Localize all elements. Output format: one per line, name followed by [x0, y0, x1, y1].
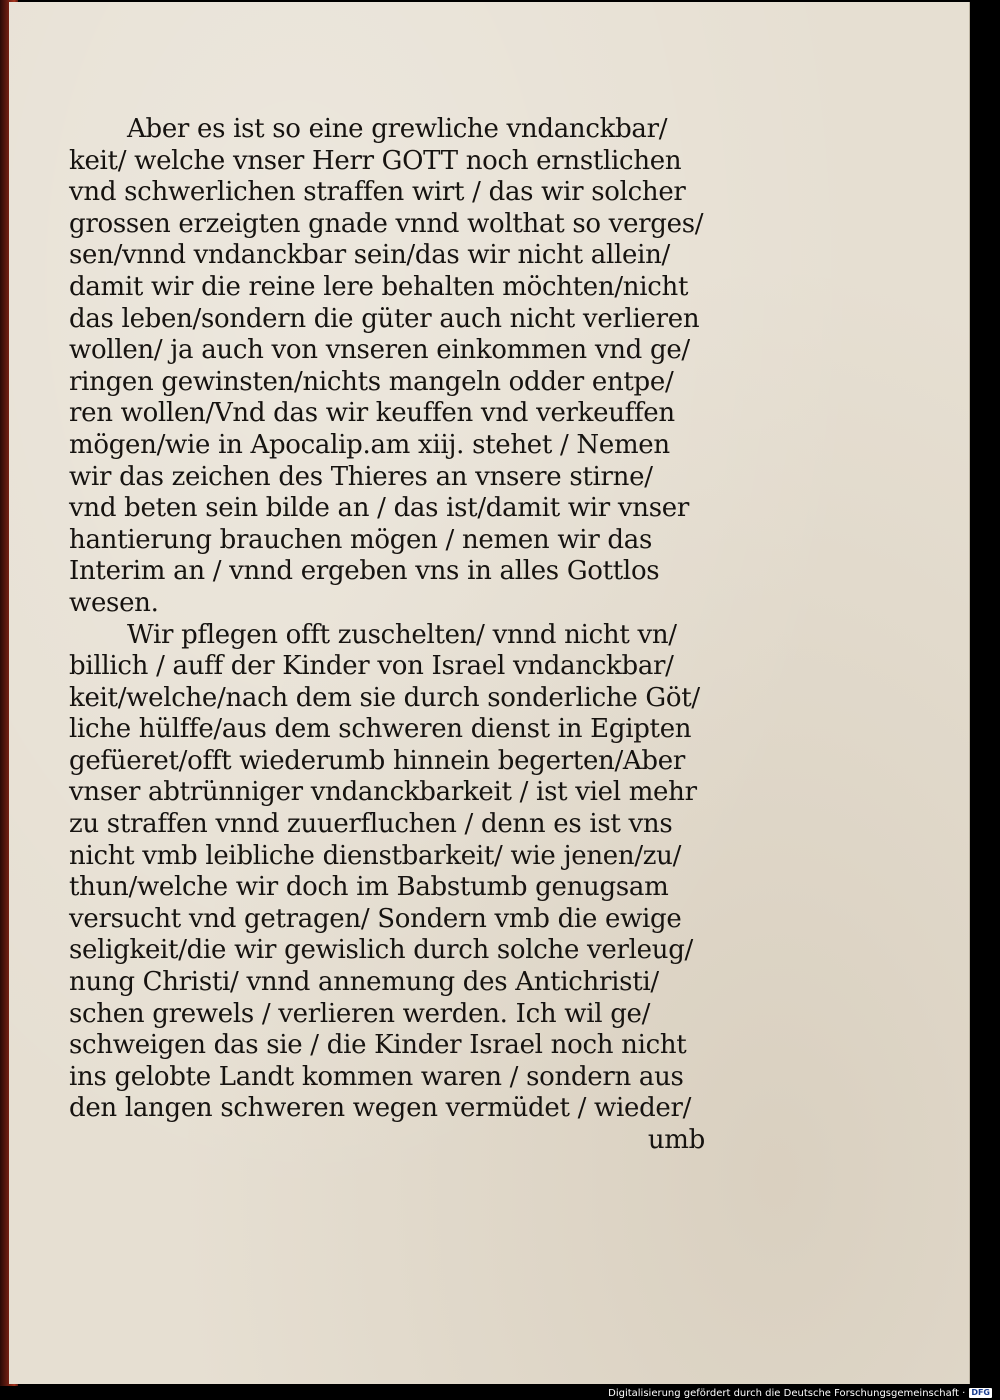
text-line: schen grewels / verlieren werden. Ich wil ge/ [69, 998, 651, 1029]
text-line: sen/vnnd vndanckbar sein/das wir nicht allein/ [69, 240, 670, 271]
text-line: wir das zeichen des Thieres an vnsere stirne/ [69, 461, 653, 492]
text-line: keit/welche/nach dem sie durch sonderliche Göt/ [69, 682, 700, 713]
text-line: hantierung brauchen mögen / nemen wir das [69, 524, 652, 555]
footer-credit-text: Digitalisierung gefördert durch die Deutsche Forschungsgemeinschaft · [608, 1387, 966, 1399]
text-line: vnd schwerlichen straffen wirt / das wir solcher [69, 177, 686, 208]
text-line: nung Christi/ vnnd annemung des Antichristi/ [69, 967, 659, 998]
text-line: Aber es ist so eine grewliche vndanckbar/ [127, 114, 668, 144]
text-line: versucht vnd getragen/ Sondern vmb die ewige [69, 903, 682, 934]
text-line: damit wir die reine lere behalten möchten/nicht [69, 271, 689, 302]
text-line: liche hülffe/aus dem schweren dienst in Egipten [69, 714, 692, 745]
text-line: keit/ welche vnser Herr GOTT noch ernstlichen [69, 145, 682, 176]
dfg-logo: DFG [971, 1388, 990, 1397]
text-line: ren wollen/Vnd das wir keuffen vnd verkeuffen [69, 398, 675, 429]
text-line: wesen. [69, 587, 159, 618]
text-line: wollen/ ja auch von vnseren einkommen vnd ge/ [69, 335, 690, 366]
text-line: seligkeit/die wir gewislich durch solche verleug/ [69, 935, 694, 966]
text-line: Wir pflegen offt zuschelten/ vnnd nicht vn/ [127, 619, 677, 650]
text-line: grossen erzeigten gnade vnnd wolthat so verges/ [69, 208, 704, 239]
text-line: billich / auff der Kinder von Israel vndanckbar/ [69, 651, 674, 682]
text-line: ins gelobte Landt kommen waren / sondern aus [69, 1061, 684, 1092]
text-line: mögen/wie in Apocalip.am xiij. stehet / Nemen [69, 429, 670, 460]
text-line: vnd beten sein bilde an / das ist/damit wir vnser [69, 493, 689, 524]
text-line: nicht vmb leibliche dienstbarkeit/ wie jenen/zu/ [69, 840, 682, 871]
text-line: das leben/sondern die güter auch nicht verlieren [69, 303, 700, 334]
book-page [9, 2, 970, 1384]
text-line: thun/welche wir doch im Babstumb genugsam [69, 872, 669, 903]
text-line: zu straffen vnnd zuuerfluchen / denn es ist vns [69, 809, 673, 840]
text-line: vnser abtrünniger vndanckbarkeit / ist viel mehr [69, 777, 697, 808]
text-line: Interim an / vnnd ergeben vns in alles Gottlos [69, 556, 660, 587]
text-line: gefüeret/offt wiederumb hinnein begerten/Aber [69, 745, 685, 776]
text-line: ringen gewinsten/nichts mangeln odder entpe/ [69, 366, 674, 397]
catchword: umb [647, 1125, 705, 1155]
footer-credit [608, 1386, 992, 1400]
text-block [69, 114, 719, 1157]
text-line: schweigen das sie / die Kinder Israel noch nicht [69, 1030, 687, 1061]
text-line: den langen schweren wegen vermüdet / wieder/ [69, 1093, 692, 1124]
